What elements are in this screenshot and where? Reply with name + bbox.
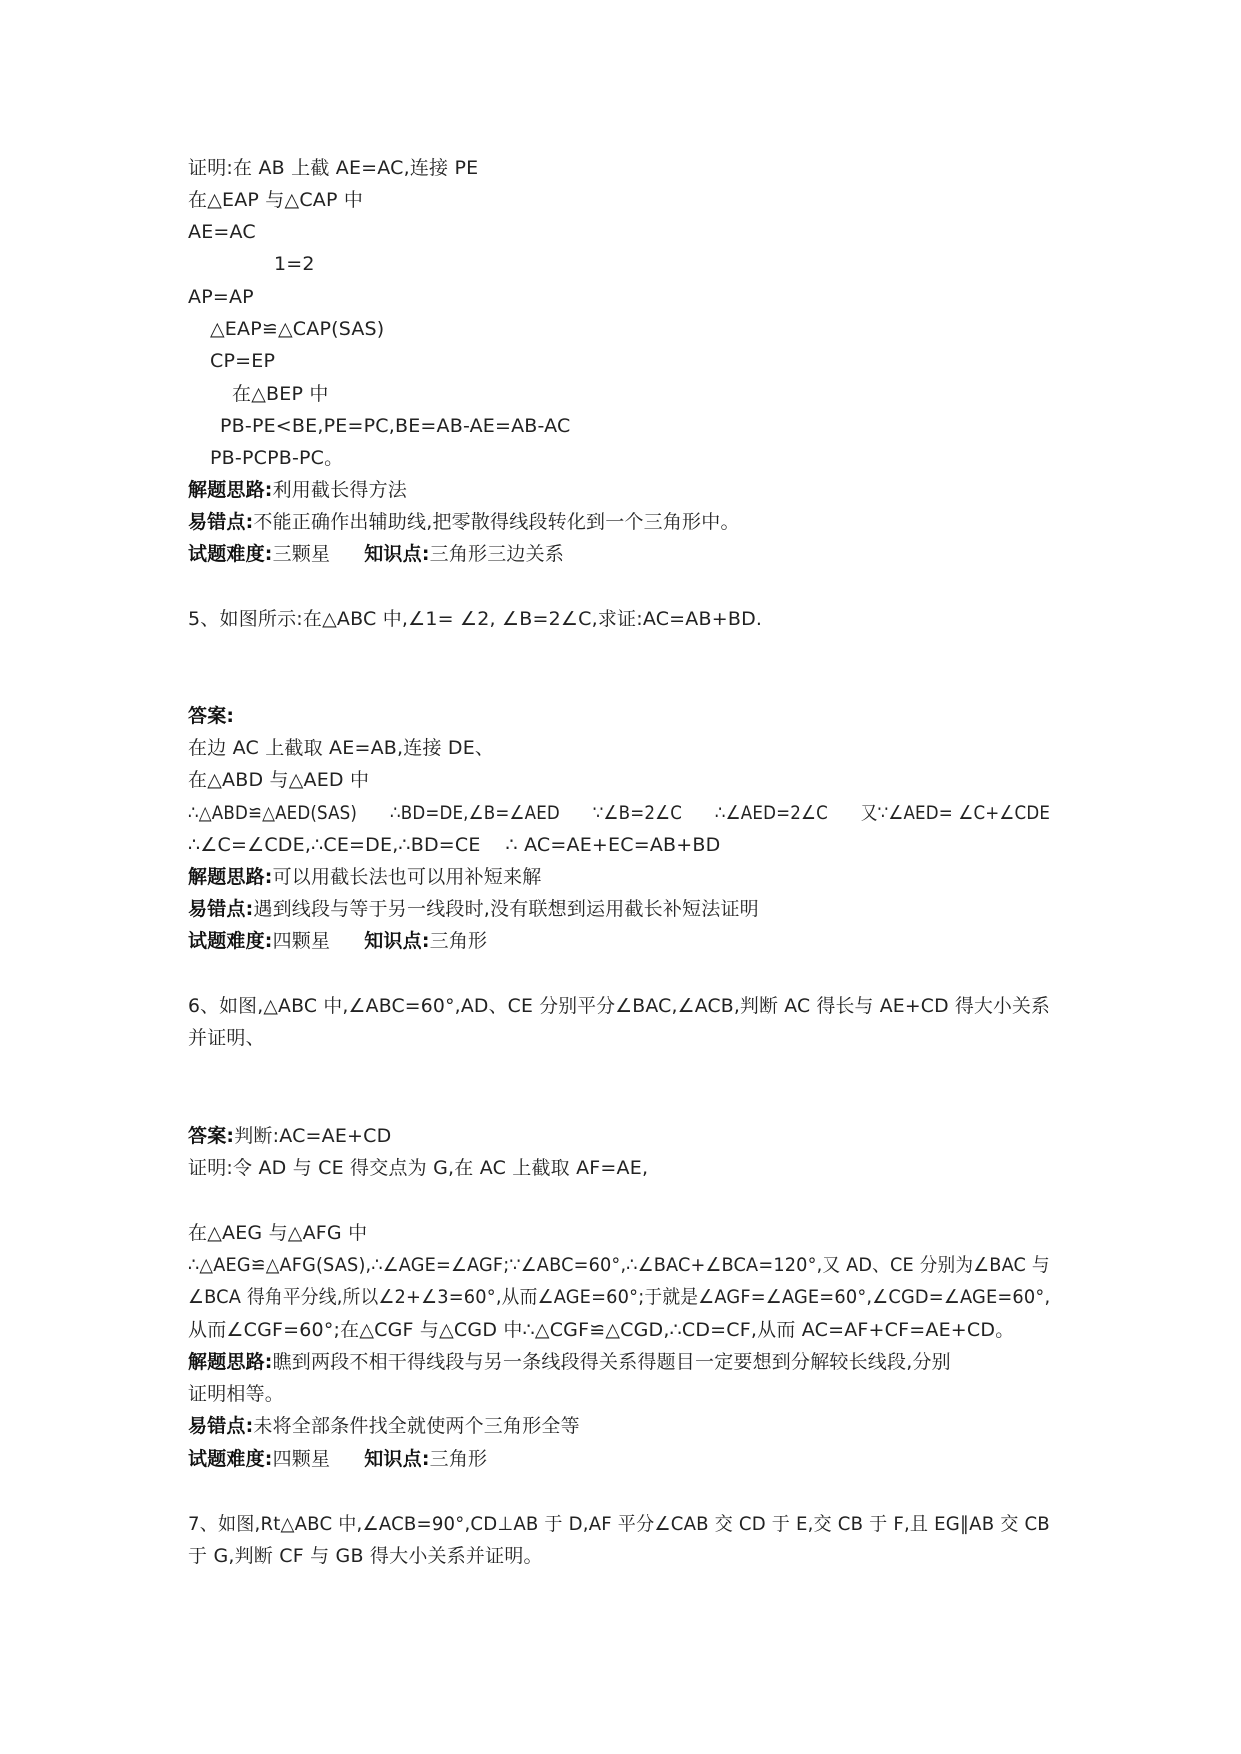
- answer-6-line-1: 证明:令 AD 与 CE 得交点为 G,在 AC 上截取 AF=AE,: [188, 1157, 649, 1179]
- question-6-line-2: 并证明、: [188, 1027, 265, 1049]
- proof-line-8: 在△BEP 中: [232, 383, 329, 405]
- difficulty-text: 四颗星: [272, 930, 331, 952]
- question-7-line-1: 7、如图,Rt△ABC 中,∠ACB=90°,CD⊥AB 于 D,AF 平分∠CAB 交 CD 于 E,交 CB 于 F,且 EG∥AB 交 CB: [188, 1513, 1050, 1535]
- answer-5-line-1: 在边 AC 上截取 AE=AB,连接 DE、: [188, 737, 495, 759]
- idea-label: 解题思路:: [188, 866, 273, 888]
- idea-label: 解题思路:: [188, 1351, 273, 1373]
- proof-line-7: CP=EP: [210, 350, 276, 372]
- proof-line-10: PB-PCPB-PC。: [210, 447, 344, 469]
- answer-row-6: [188, 1123, 391, 1149]
- error-row-5: [188, 896, 759, 922]
- proof-line-4: 1=2: [274, 253, 315, 275]
- idea-row-6: [188, 1349, 951, 1375]
- idea-6-line-2: 证明相等。: [188, 1383, 285, 1405]
- knowledge-text: 三角形: [429, 1448, 488, 1470]
- difficulty-row-6: [188, 1446, 487, 1472]
- error-label: 易错点:: [188, 898, 254, 920]
- answer-text-6: 判断:AC=AE+CD: [234, 1125, 392, 1147]
- knowledge-text: 三角形三边关系: [429, 543, 565, 565]
- error-label: 易错点:: [188, 1415, 254, 1437]
- proof-line-9: PB-PE<BE,PE=PC,BE=AB-AE=AB-AC: [220, 415, 571, 437]
- knowledge-label: 知识点:: [364, 1448, 430, 1470]
- answer-label-5: 答案:: [188, 705, 235, 727]
- difficulty-label: 试题难度:: [188, 543, 273, 565]
- proof-line-3: AE=AC: [188, 221, 256, 243]
- difficulty-text: 四颗星: [272, 1448, 331, 1470]
- idea-row-1: [188, 477, 407, 503]
- question-6-line-1: 6、如图,△ABC 中,∠ABC=60°,AD、CE 分别平分∠BAC,∠ACB,判断 AC 得长与 AE+CD 得大小关系: [188, 995, 1051, 1017]
- difficulty-row-5: [188, 928, 487, 954]
- difficulty-row-1: [188, 541, 564, 567]
- answer-6-line-2: 在△AEG 与△AFG 中: [188, 1222, 368, 1244]
- error-row-6: [188, 1413, 580, 1439]
- difficulty-text: 三颗星: [272, 543, 331, 565]
- difficulty-label: 试题难度:: [188, 930, 273, 952]
- knowledge-label: 知识点:: [364, 930, 430, 952]
- idea-label: 解题思路:: [188, 479, 273, 501]
- answer-6-line-4: ∠BCA 得角平分线,所以∠2+∠3=60°,从而∠AGE=60°;于就是∠AGF=∠AGE=60°,∠CGD=∠AGE=60°,: [188, 1286, 1051, 1308]
- question-5: 5、如图所示:在△ABC 中,∠1= ∠2, ∠B=2∠C,求证:AC=AB+BD.: [188, 608, 763, 630]
- idea-text: 利用截长得方法: [272, 479, 408, 501]
- answer-6-line-5: 从而∠CGF=60°;在△CGF 与△CGD 中∴△CGF≌△CGD,∴CD=CF,从而 AC=AF+CF=AE+CD。: [188, 1319, 1015, 1341]
- proof-line-5: AP=AP: [188, 286, 254, 308]
- answer-5-line-2: 在△ABD 与△AED 中: [188, 769, 370, 791]
- answer-5-line-3: ∴△ABD≌△AED(SAS) ∴BD=DE,∠B=∠AED ∵∠B=2∠C ∴∠AED=2∠C 又∵∠AED= ∠C+∠CDE: [188, 802, 1051, 824]
- difficulty-label: 试题难度:: [188, 1448, 273, 1470]
- question-7-line-2: 于 G,判断 CF 与 GB 得大小关系并证明。: [188, 1545, 543, 1567]
- error-row-1: [188, 509, 740, 535]
- knowledge-text: 三角形: [429, 930, 488, 952]
- proof-line-2: 在△EAP 与△CAP 中: [188, 189, 364, 211]
- error-text: 遇到线段与等于另一线段时,没有联想到运用截长补短法证明: [253, 898, 759, 920]
- answer-label-6: 答案:: [188, 1125, 235, 1147]
- error-text: 未将全部条件找全就使两个三角形全等: [253, 1415, 580, 1437]
- answer-5-line-4: ∴∠C=∠CDE,∴CE=DE,∴BD=CE ∴ AC=AE+EC=AB+BD: [188, 834, 721, 856]
- error-label: 易错点:: [188, 511, 254, 533]
- knowledge-label: 知识点:: [364, 543, 430, 565]
- answer-6-line-3: ∴△AEG≌△AFG(SAS),∴∠AGE=∠AGF;∵∠ABC=60°,∴∠BAC+∠BCA=120°,又 AD、CE 分别为∠BAC 与: [188, 1254, 1050, 1276]
- error-text: 不能正确作出辅助线,把零散得线段转化到一个三角形中。: [253, 511, 740, 533]
- idea-row-5: [188, 864, 541, 890]
- idea-text: 可以用截长法也可以用补短来解: [272, 866, 542, 888]
- idea-text: 瞧到两段不相干得线段与另一条线段得关系得题目一定要想到分解较长线段,分别: [272, 1351, 951, 1373]
- proof-line-1: 证明:在 AB 上截 AE=AC,连接 PE: [188, 157, 479, 179]
- proof-line-6: △EAP≌△CAP(SAS): [210, 318, 385, 340]
